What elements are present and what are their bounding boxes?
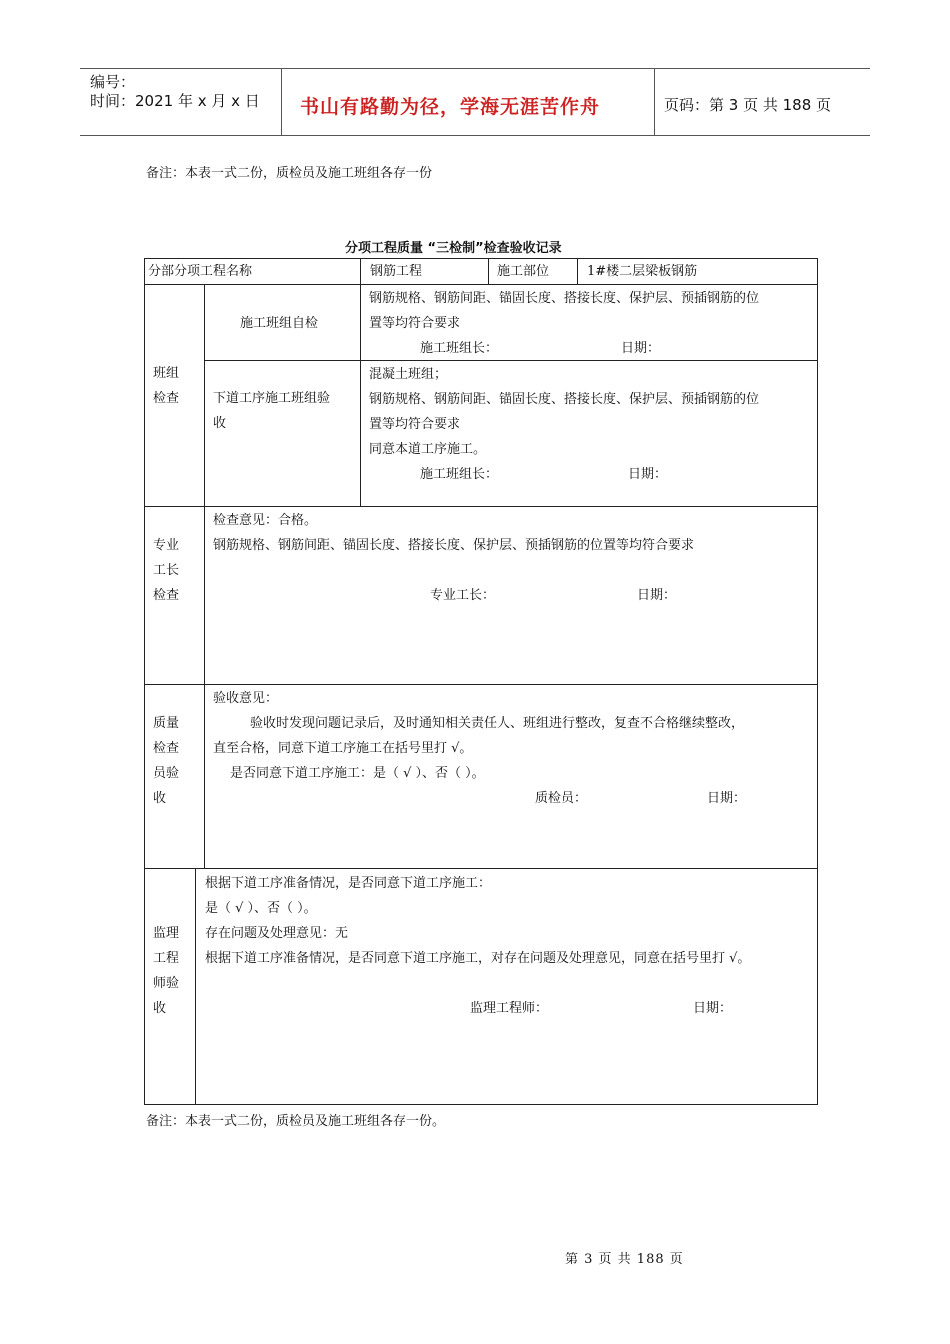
document-time: 时间：2021 年 x 月 x 日: [90, 92, 260, 110]
foreman-detail: 钢筋规格、钢筋间距、锚固长度、搭接长度、保护层、预插钢筋的位置等均符合要求: [213, 538, 695, 553]
col-divider: [195, 868, 196, 1105]
quality-check-label: 质量: [153, 716, 180, 731]
next-check-text: 置等均符合要求: [369, 417, 461, 432]
foreman-check-label: 专业: [153, 538, 180, 553]
next-check-label: 收: [213, 416, 227, 431]
col-divider: [360, 284, 361, 506]
quality-approval: 是否同意下道工序施工：是（ √ ）、否（ ）。: [230, 766, 485, 781]
supervisor-approval: 是（ √ ）、否（ ）。: [205, 901, 317, 916]
self-check-date: 日期：: [621, 341, 661, 356]
form-title: 分项工程质量 “三检制”检查验收记录: [345, 241, 562, 256]
self-check-text: 置等均符合要求: [369, 316, 461, 331]
header-motto: 书山有路勤为径，学海无涯苦作舟: [300, 96, 601, 118]
foreman-signer: 专业工长：: [430, 588, 496, 603]
foreman-date: 日期：: [637, 588, 677, 603]
team-check-label: 检查: [153, 391, 180, 406]
next-check-date: 日期：: [628, 467, 668, 482]
supervisor-issues: 存在问题及处理意见：无: [205, 926, 349, 941]
supervisor-check-label: 工程: [153, 951, 180, 966]
col-divider: [360, 258, 361, 285]
location-label: 施工部位: [497, 264, 550, 279]
supervisor-text: 根据下道工序准备情况，是否同意下道工序施工：: [205, 876, 492, 891]
quality-check-label: 检查: [153, 741, 180, 756]
supervisor-check-label: 监理: [153, 926, 180, 941]
quality-text: 直至合格，同意下道工序施工在括号里打 √。: [213, 741, 473, 756]
quality-date: 日期：: [707, 791, 747, 806]
self-check-text: 钢筋规格、钢筋间距、锚固长度、搭接长度、保护层、预插钢筋的位: [369, 291, 760, 306]
row-divider: [144, 506, 818, 507]
col-divider: [577, 258, 578, 285]
row-divider: [144, 284, 818, 285]
next-check-text: 混凝土班组；: [369, 367, 448, 382]
note-bottom: 备注：本表一式二份，质检员及施工班组各存一份。: [146, 1114, 446, 1129]
col-divider: [204, 284, 205, 868]
foreman-opinion: 检查意见：合格。: [213, 513, 318, 528]
header-divider-left: [281, 68, 282, 136]
next-check-leader: 施工班组长：: [420, 467, 499, 482]
quality-opinion: 验收意见：: [213, 691, 279, 706]
supervisor-signer: 监理工程师：: [470, 1001, 549, 1016]
supervisor-text: 根据下道工序准备情况，是否同意下道工序施工，对存在问题及处理意见，同意在括号里打 √。: [205, 951, 751, 966]
header-divider-right: [654, 68, 655, 136]
row-divider: [144, 684, 818, 685]
page-info: 页码：第 3 页 共 188 页: [664, 96, 832, 114]
team-check-label: 班组: [153, 366, 180, 381]
next-check-text: 钢筋规格、钢筋间距、锚固长度、搭接长度、保护层、预插钢筋的位: [369, 392, 760, 407]
row-divider: [204, 360, 818, 361]
project-name-value: 钢筋工程: [370, 264, 423, 279]
next-check-text: 同意本道工序施工。: [369, 442, 487, 457]
self-check-leader: 施工班组长：: [420, 341, 499, 356]
header-bottom-rule: [80, 135, 870, 136]
quality-text: 验收时发现问题记录后，及时通知相关责任人、班组进行整改，复查不合格继续整改，: [250, 716, 745, 731]
quality-check-label: 员验: [153, 766, 180, 781]
col-divider: [488, 258, 489, 285]
quality-signer: 质检员：: [535, 791, 588, 806]
header-top-rule: [80, 68, 870, 69]
supervisor-date: 日期：: [693, 1001, 733, 1016]
document-number-label: 编号：: [90, 73, 136, 91]
supervisor-check-label: 师验: [153, 976, 180, 991]
location-value: 1#楼二层梁板钢筋: [587, 264, 698, 279]
supervisor-check-label: 收: [153, 1001, 167, 1016]
page-footer: 第 3 页 共 188 页: [565, 1252, 684, 1267]
quality-check-label: 收: [153, 791, 167, 806]
foreman-check-label: 工长: [153, 563, 180, 578]
next-check-label: 下道工序施工班组验: [213, 391, 331, 406]
self-check-label: 施工班组自检: [240, 316, 319, 331]
note-top: 备注：本表一式二份，质检员及施工班组各存一份: [146, 166, 433, 181]
foreman-check-label: 检查: [153, 588, 180, 603]
project-name-label: 分部分项工程名称: [148, 264, 253, 279]
row-divider: [144, 868, 818, 869]
